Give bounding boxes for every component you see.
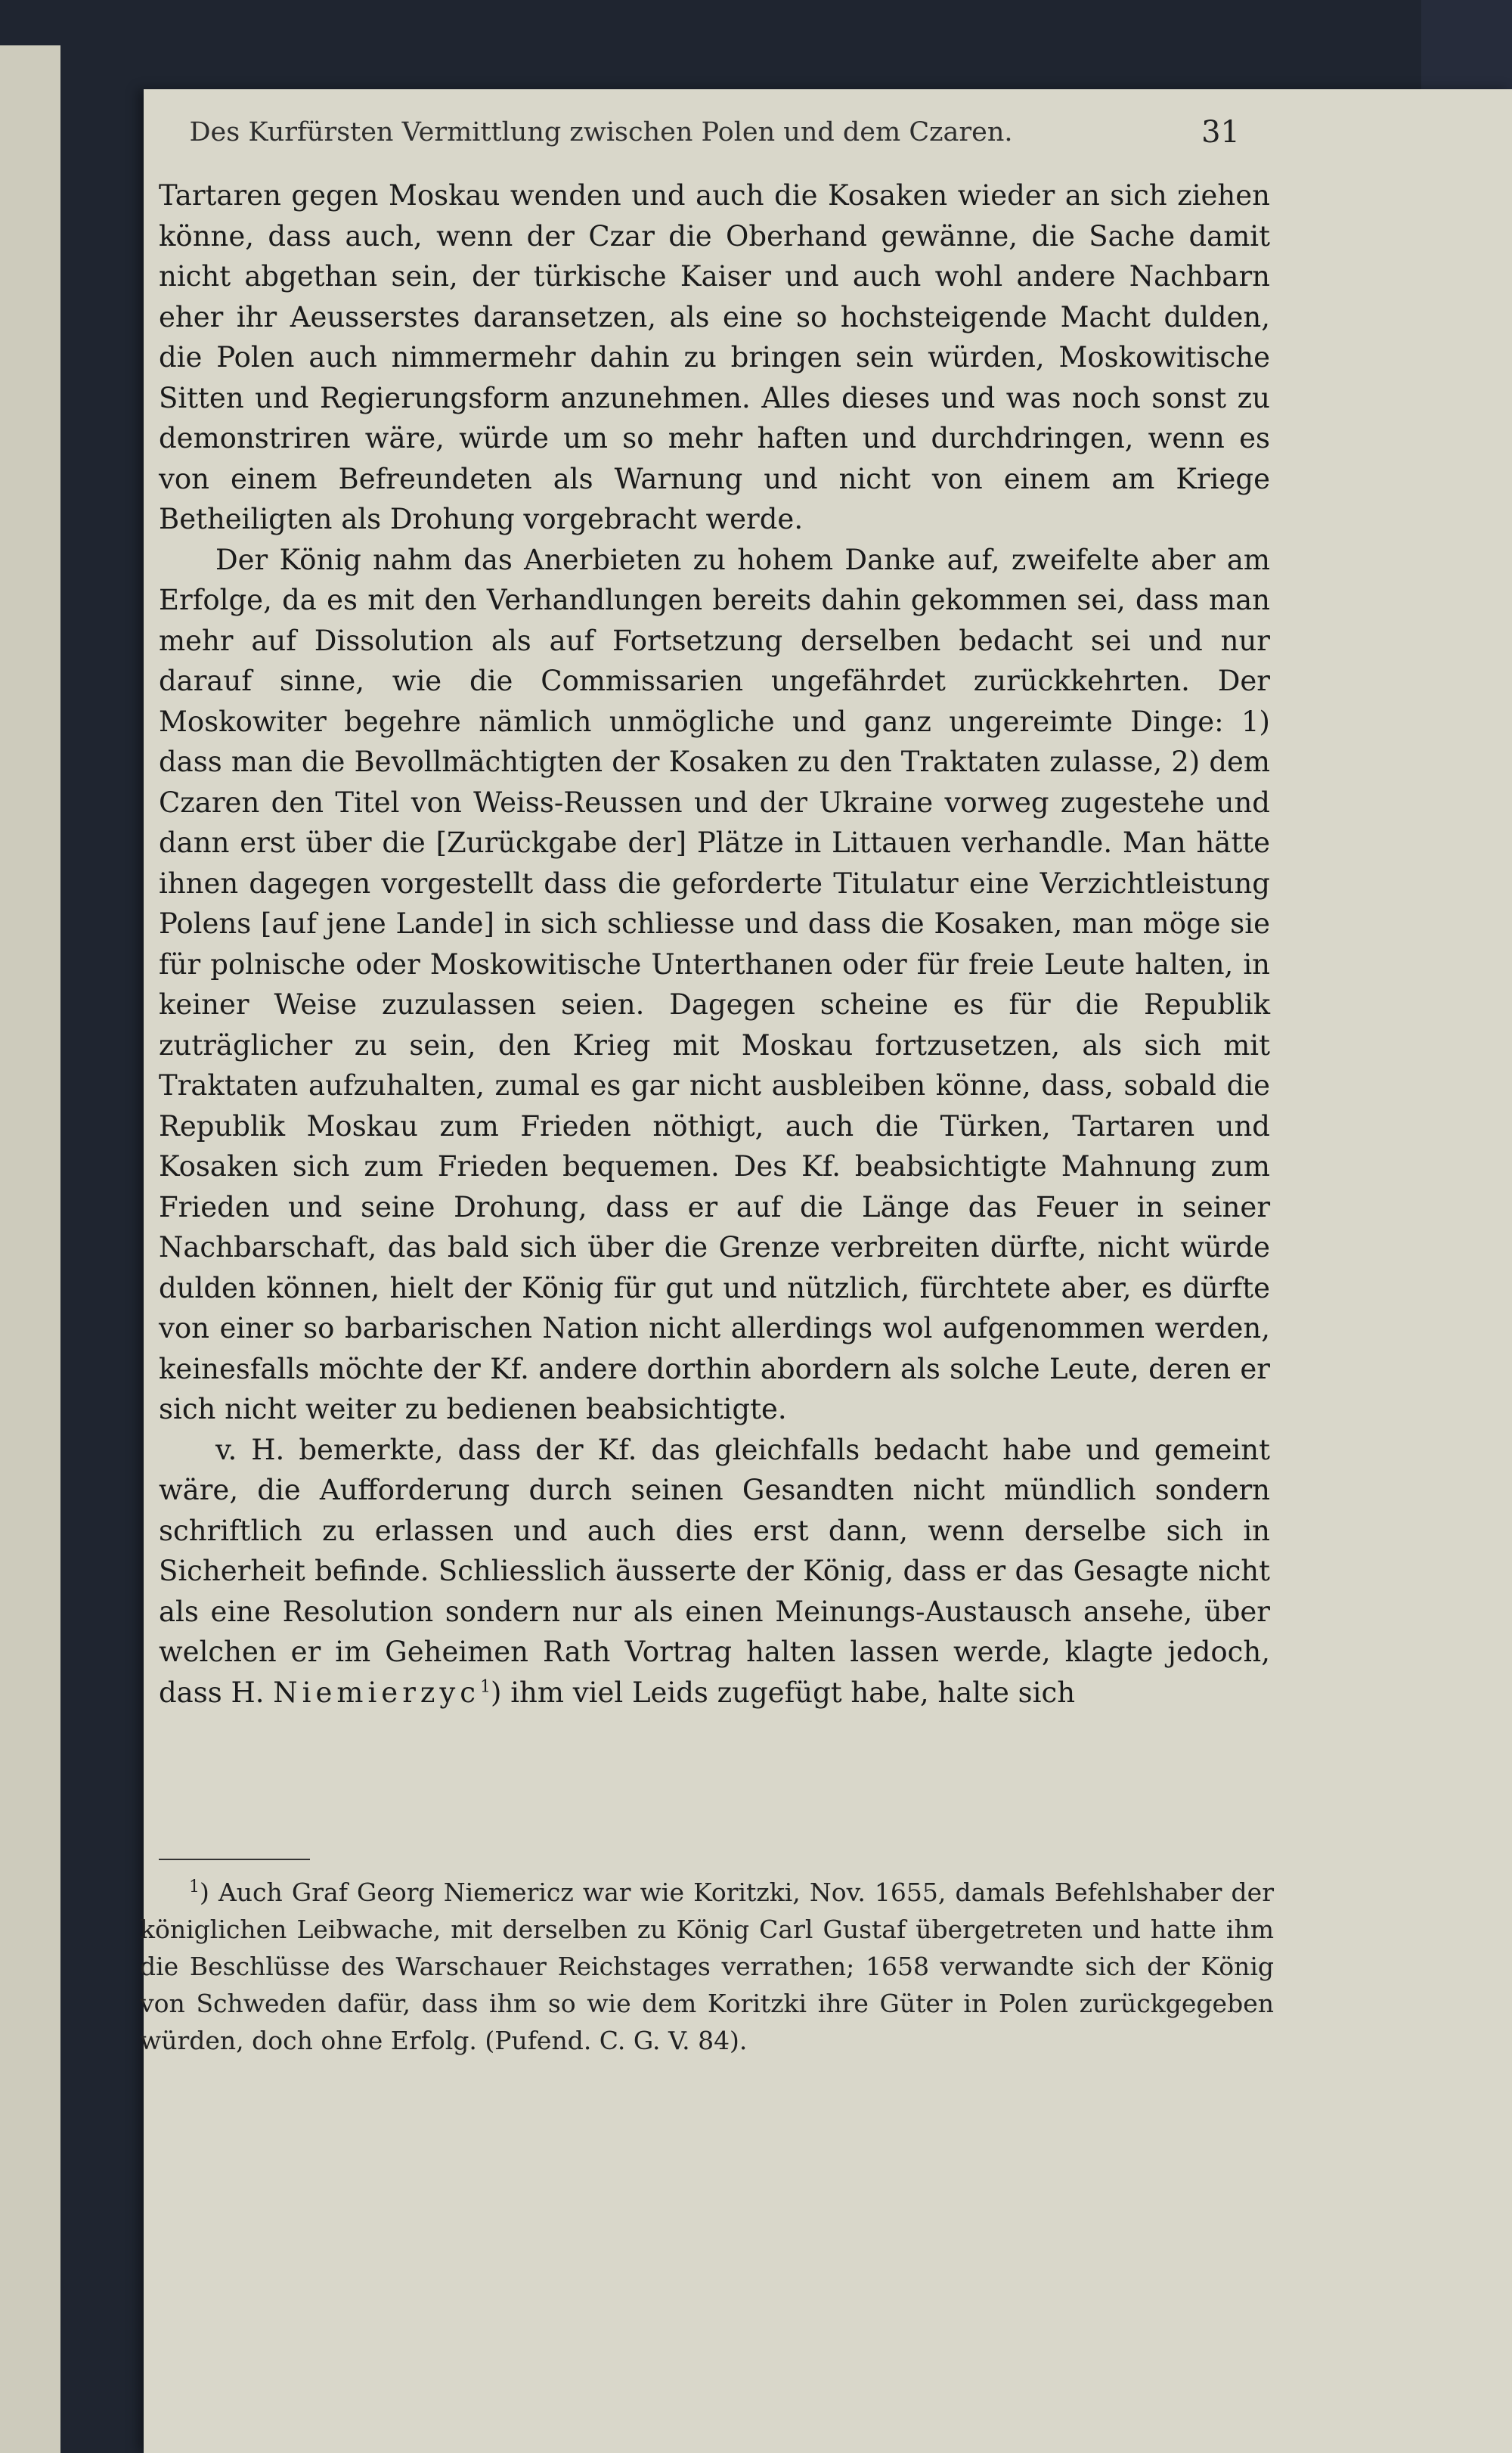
paragraph-3-text-before: v. H. bemerkte, dass der Kf. das gleichfalls bedacht habe und gemeint wäre, die Aufforderung durch seinen Gesandten nicht mündlich sondern schriftlich zu erlassen und auch dies erst dann, wenn derselbe sich in Sicherheit befinde. Schliesslich äusserte der König, dass er das Gesagte nicht als eine Resolution sondern nur als einen Meinungs-Austausch ansehe, über welchen er im Geheimen Rath Vortrag halten lassen werde, klagte jedoch, dass H. bbox=[159, 1433, 1270, 1709]
footnote-text: ) Auch Graf Georg Niemericz war wie Koritzki, Nov. 1655, damals Befehlshaber der königlichen Leibwache, mit derselben zu König Carl Gustaf übergetreten und hatte ihm die Beschlüsse des Warschauer Reichstages verrathen; 1658 verwandte sich der König von Schweden dafür, dass ihm so wie dem Koritzki ihre Güter in Polen zurückgegeben würden, doch ohne Erfolg. (Pufend. C. G. V. 84). bbox=[140, 1878, 1274, 2055]
footnote-paragraph bbox=[140, 1874, 1274, 2059]
paragraph-2: Der König nahm das Anerbieten zu hohem Danke auf, zweifelte aber am Erfolge, da es mit den Verhandlungen bereits dahin gekommen sei, dass man mehr auf Dissolution als auf Fortsetzung derselben bedacht sei und nur darauf sinne, wie die Commissarien ungefährdet zurückkehrten. Der Moskowiter begehre nämlich unmögliche und ganz ungereimte Dinge: 1) dass man die Bevollmächtigten der Kosaken zu den Traktaten zulasse, 2) dem Czaren den Titel von Weiss-Reussen und der Ukraine vorweg zugestehe und dann erst über die [Zurückgabe der] Plätze in Littauen verhandle. Man hätte ihnen dagegen vorgestellt dass die geforderte Titulatur eine Verzichtleistung Polens [auf jene Lande] in sich schliesse und dass die Kosaken, man möge sie für polnische oder Moskowitische Unterthanen oder für freie Leute halten, in keiner Weise zuzulassen seien. Dagegen scheine es für die Republik zuträglicher zu sein, den Krieg mit Moskau fortzusetzen, als sich mit Traktaten aufzuhalten, zumal es gar nicht ausbleiben könne, dass, sobald die Republik Moskau zum Frieden nöthigt, auch die Türken, Tartaren und Kosaken sich zum Frieden bequemen. Des Kf. beabsichtigte Mahnung zum Frieden und seine Drohung, dass er auf die Länge das Feuer in seiner Nachbarschaft, das bald sich über die Grenze verbreiten dürfte, nicht würde dulden können, hielt der König für gut und nützlich, fürchtete aber, es dürfte von einer so barbarischen Nation nicht allerdings wol aufgenommen werden, keinesfalls möchte der Kf. andere dorthin abordern als solche Leute, deren er sich nicht weiter zu bedienen beabsichtigte. bbox=[159, 543, 1270, 1425]
page-number: 31 bbox=[1201, 115, 1240, 150]
person-name-niemierzyc: Niemierzyc bbox=[273, 1676, 481, 1709]
paragraph-1: Tartaren gegen Moskau wenden und auch die Kosaken wieder an sich ziehen könne, dass auch, wenn der Czar die Oberhand gewänne, die Sache damit nicht abgethan sein, der türkische Kaiser und auch wohl andere Nachbarn eher ihr Aeusserstes daransetzen, als eine so hochsteigende Macht dulden, die Polen auch nimmermehr dahin zu bringen sein würden, Moskowitische Sitten und Regierungsform anzunehmen. Alles dieses und was noch sonst zu demonstriren wäre, würde um so mehr haften und durchdringen, wenn es von einem Befreundeten als Warnung und nicht von einem am Kriege Betheiligten als Drohung vorgebracht werde. bbox=[159, 179, 1270, 535]
paragraph-3 bbox=[159, 1430, 1270, 1713]
running-head bbox=[0, 110, 1240, 155]
paragraph-3-text-after: ) ihm viel Leids zugefügt habe, halte sich bbox=[491, 1676, 1076, 1709]
footnote bbox=[140, 1874, 1274, 2059]
footnote-divider bbox=[159, 1859, 310, 1860]
page-header-title: Des Kurfürsten Vermittlung zwischen Polen und dem Czaren. bbox=[189, 117, 1013, 147]
footnote-reference-marker: 1 bbox=[480, 1677, 491, 1697]
left-page-edge bbox=[0, 45, 60, 2453]
footnote-marker: 1 bbox=[189, 1878, 200, 1896]
body-text bbox=[159, 175, 1270, 1713]
